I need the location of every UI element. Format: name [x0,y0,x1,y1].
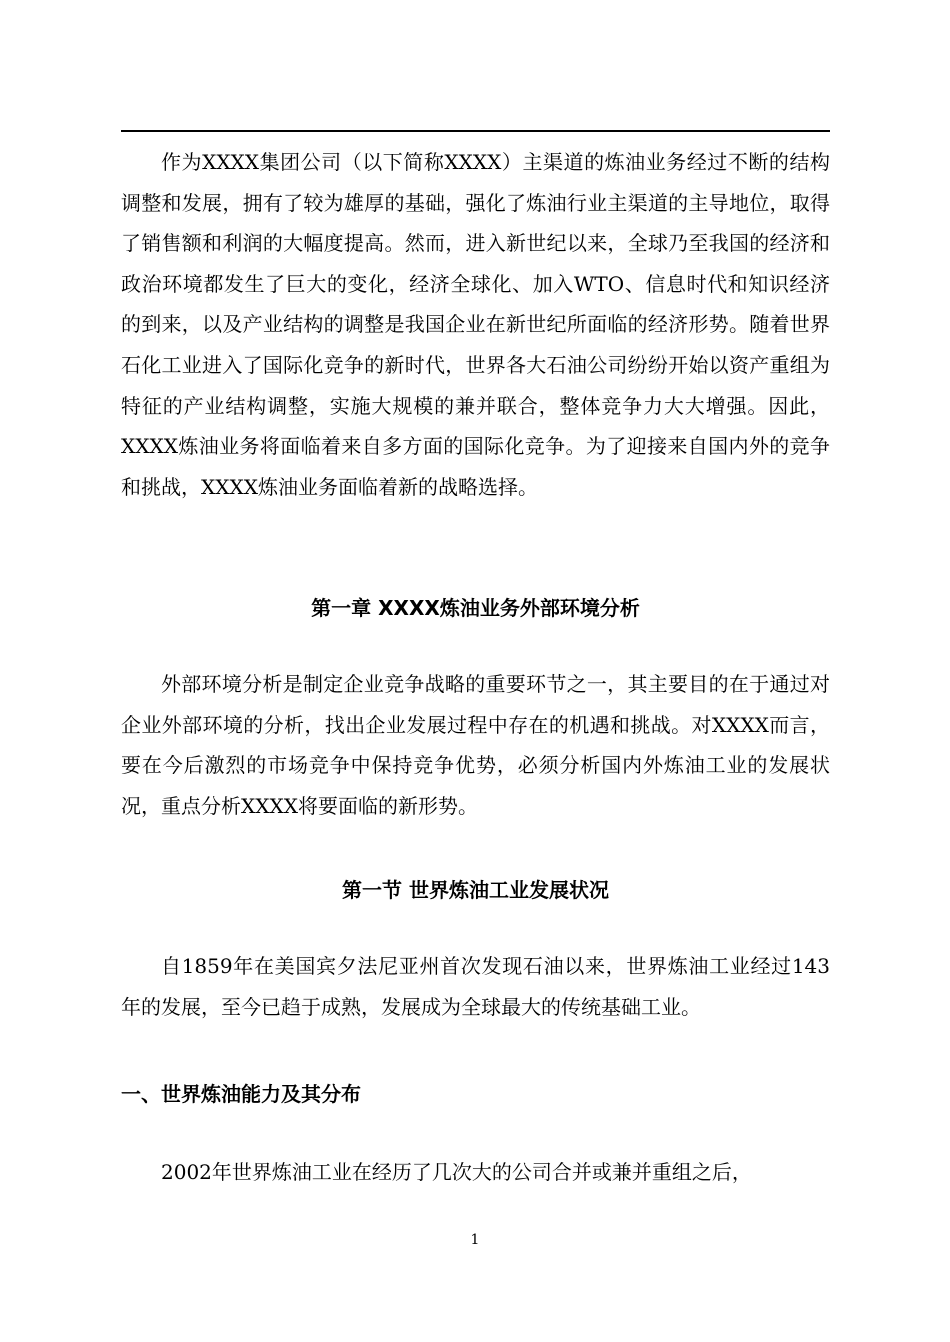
section-title: 第一节 世界炼油工业发展状况 [342,878,609,902]
chapter-paragraph: 外部环境分析是制定企业竞争战略的重要环节之一，其主要目的在于通过对企业外部环境的分析，找出企业发展过程中存在的机遇和挑战。对XXXX而言，要在今后激烈的市场竞争中保持竞争优势，必须分析国内外炼油工业的发展状况，重点分析XXXX将要面临的新形势。 [121,672,830,818]
header-rule [121,130,830,132]
section-paragraph: 自1859年在美国宾夕法尼亚州首次发现石油以来，世界炼油工业经过143年的发展，至今已趋于成熟，发展成为全球最大的传统基础工业。 [121,954,830,1019]
page-number: 1 [470,1232,480,1248]
subsection-title: 一、世界炼油能力及其分布 [121,1082,361,1106]
chapter-title: 第一章 XXXX炼油业务外部环境分析 [311,596,640,620]
subsection-paragraph: 2002年世界炼油工业在经历了几次大的公司合并或兼并重组之后， [161,1160,752,1184]
intro-paragraph: 作为XXXX集团公司（以下简称XXXX）主渠道的炼油业务经过不断的结构调整和发展，拥有了较为雄厚的基础，强化了炼油行业主渠道的主导地位，取得了销售额和利润的大幅度提高。然而，进入新世纪以来，全球乃至我国的经济和政治环境都发生了巨大的变化，经济全球化、加入WTO、信息时代和知识经济的到来，以及产业结构的调整是我国企业在新世纪所面临的经济形势。随着世界石化工业进入了国际化竞争的新时代，世界各大石油公司纷纷开始以资产重组为特征的产业结构调整，实施大规模的兼并联合，整体竞争力大大增强。因此，XXXX炼油业务将面临着来自多方面的国际化竞争。为了迎接来自国内外的竞争和挑战，XXXX炼油业务面临着新的战略选择。 [121,150,830,499]
